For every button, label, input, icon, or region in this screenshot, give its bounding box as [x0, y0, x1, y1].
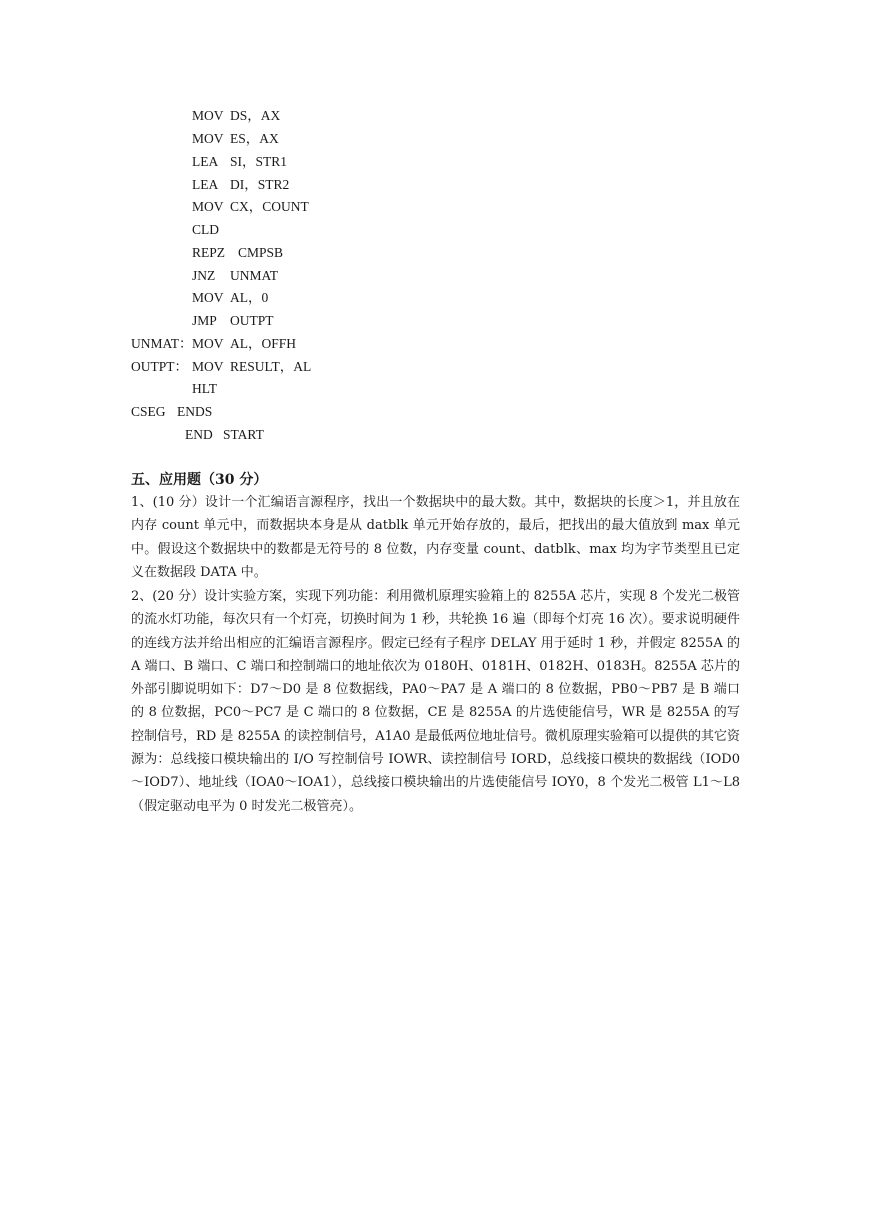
code-operands: OUTPT: [230, 313, 274, 328]
code-line: [0, 334, 297, 354]
code-opcode: MOV: [192, 290, 224, 305]
code-line: [0, 197, 309, 217]
code-opcode: JNZ: [192, 268, 216, 283]
code-operands: UNMAT: [230, 268, 279, 283]
code-label: OUTPT：: [131, 359, 188, 374]
code-operands: START: [223, 427, 264, 442]
code-opcode: LEA: [192, 154, 219, 169]
code-operands: DS，AX: [230, 108, 281, 123]
code-opcode: LEA: [192, 177, 219, 192]
code-operands: DI，STR2: [230, 177, 290, 192]
code-opcode: MOV: [192, 199, 224, 214]
question-2-text: 2、(20 分）设计实验方案，实现下列功能：利用微机原理实验箱上的 8255A 芯片，实现 8 个发光二极管的流水灯功能，每次只有一个灯亮，切换时间为 1 秒，共轮换 16 遍（即每个灯亮 16 次）。要求说明硬件的连线方法并给出相应的汇编语言源程序。假定已经有子程序 DELAY 用于延时 1 秒，并假定 8255A 的 A 端口、B 端口、C 端口和控制端口的地址依次为 0180H、0181H、0182H、0183H。8255A 芯片的外部引脚说明如下：D7～D0 是 8 位数据线，PA0～PA7 是 A 端口的 8 位数据，PB0～PB7 是 B 端口的 8 位数据，PC0～PC7 是 C 端口的 8 位数据，CE 是 8255A 的片选使能信号，WR 是 8255A 的写控制信号，RD 是 8255A 的读控制信号，A1A0 是最低两位地址信号。微机原理实验箱可以提供的其它资源为：总线接口模块输出的 I/O 写控制信号 IOWR、读控制信号 IORD，总线接口模块的数据线（IOD0～IOD7）、地址线（IOA0～IOA1），总线接口模块输出的片选使能信号 IOY0，8 个发光二极管 L1～L8（假定驱动电平为 0 时发光二极管亮）。: [131, 589, 740, 814]
code-operands: AL，0: [230, 290, 269, 305]
code-opcode: MOV: [192, 131, 224, 146]
code-operands: CMPSB: [238, 245, 284, 260]
code-line: [0, 243, 284, 263]
code-opcode: MOV: [192, 336, 224, 351]
code-opcode: MOV: [192, 108, 224, 123]
code-line: [0, 266, 279, 286]
section-heading: 五、应用题（30 分）: [131, 472, 268, 488]
code-opcode: END: [185, 427, 213, 442]
code-operands: AL，OFFH: [230, 336, 297, 351]
code-opcode: REPZ: [192, 245, 226, 260]
question-1-text: 1、(10 分）设计一个汇编语言源程序，找出一个数据块中的最大数。其中，数据块的长度＞1，并且放在内存 count 单元中，而数据块本身是从 datblk 单元开始存放的，最后，把找出的最大值放到 max 单元中。假设这个数据块中的数都是无符号的 8 位数，内存变量 count、datblk、max 均为字节类型且已定义在数据段 DATA 中。: [131, 495, 740, 580]
code-opcode: CLD: [192, 222, 219, 237]
code-label: UNMAT：: [131, 336, 193, 351]
code-line: [0, 379, 218, 399]
code-line: [0, 288, 269, 308]
code-line: [0, 152, 288, 172]
code-line: [0, 357, 312, 377]
code-operands: CX，COUNT: [230, 199, 309, 214]
code-opcode: HLT: [192, 381, 218, 396]
code-line: [0, 220, 219, 240]
code-line: [0, 402, 213, 422]
code-line: [0, 106, 281, 126]
code-line: [0, 129, 279, 149]
code-operands: RESULT，AL: [230, 359, 312, 374]
code-opcode: JMP: [192, 313, 217, 328]
code-line: [0, 311, 274, 331]
code-opcode: MOV: [192, 359, 224, 374]
code-operands: SI，STR1: [230, 154, 288, 169]
code-label: CSEG: [131, 404, 166, 419]
code-line: [0, 175, 290, 195]
code-operands: ES，AX: [230, 131, 279, 146]
code-opcode: ENDS: [177, 404, 213, 419]
code-line: [0, 425, 264, 445]
